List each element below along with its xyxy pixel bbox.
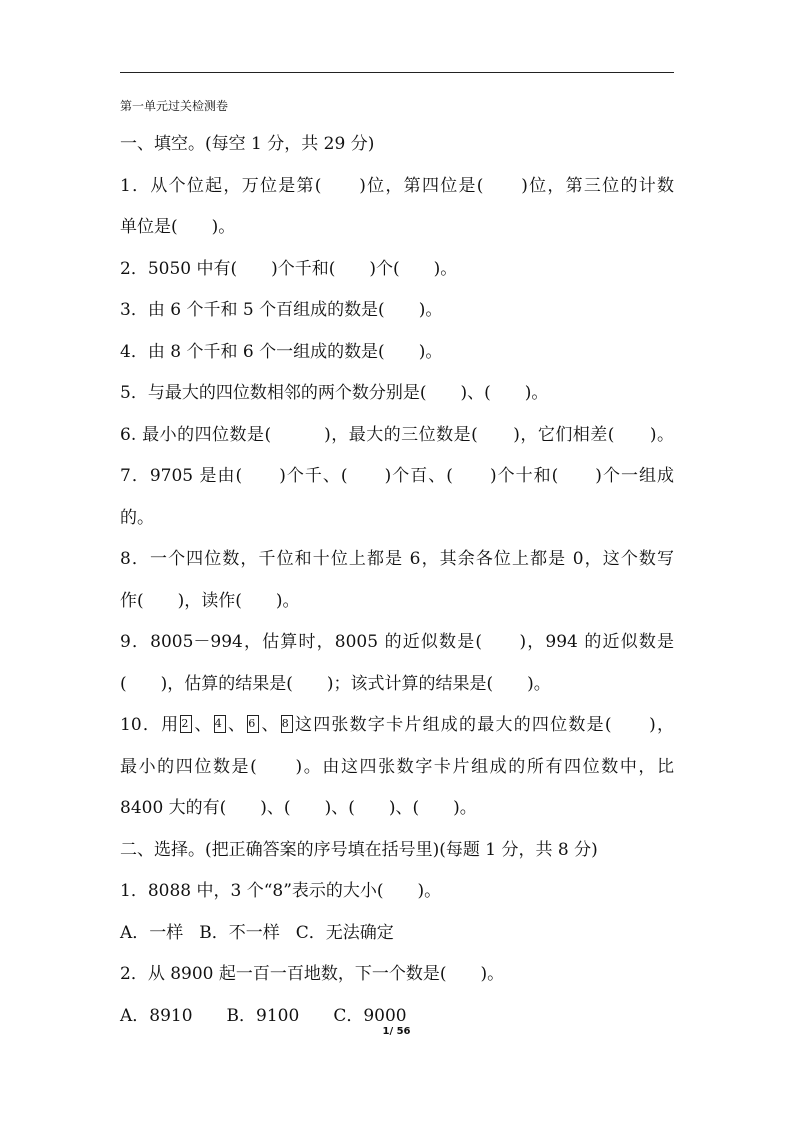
header-rule [120, 72, 674, 73]
question-8-line-1: 8．一个四位数，千位和十位上都是 6，其余各位上都是 0，这个数写 [120, 549, 674, 569]
question-10-prefix: 10．用 [120, 715, 180, 735]
question-10-line-3: 8400 大的有( )、( )、( )、( )。 [120, 798, 477, 818]
digit-card-4: 4 [214, 715, 226, 733]
question-8-line-2: 作( )，读作( )。 [120, 590, 300, 611]
card-separator: 、 [260, 715, 280, 735]
section1-heading: 一、填空。(每空 1 分，共 29 分) [120, 134, 375, 154]
question-10-suffix: 这四张数字卡片组成的最大的四位数是( )， [293, 715, 675, 735]
option-b: B．不一样 [199, 922, 280, 943]
option-b: B．9100 [226, 1005, 300, 1026]
digit-card-6: 6 [247, 715, 259, 733]
choice-question-2: 2．从 8900 起一百一百地数，下一个数是( )。 [120, 964, 505, 984]
question-7-line-1: 7．9705 是由( )个千、( )个百、( )个十和( )个一组成 [120, 466, 674, 486]
digit-card-8: 8 [281, 715, 293, 733]
question-5: 5．与最大的四位数相邻的两个数分别是( )、( )。 [120, 383, 549, 403]
option-c: C．无法确定 [295, 922, 394, 943]
document-body [120, 124, 674, 1037]
question-3: 3．由 6 个千和 5 个百组成的数是( )。 [120, 300, 443, 320]
card-separator: 、 [226, 715, 247, 735]
choice-question-1: 1．8088 中，3 个“8”表示的大小( )。 [120, 881, 442, 901]
option-a: A．一样 [120, 922, 184, 943]
section2-heading: 二、选择。(把正确答案的序号填在括号里)(每题 1 分，共 8 分) [120, 839, 598, 860]
question-1-line-1: 1．从个位起，万位是第( )位，第四位是( )位，第三位的计数 [120, 175, 674, 196]
question-1-line-2: 单位是( )。 [120, 217, 236, 237]
page-header-title: 第一单元过关检测卷 [120, 99, 229, 113]
choice-question-1-options [120, 913, 674, 955]
question-10-line-1 [120, 705, 674, 747]
page-number: 1/ 56 [382, 1026, 411, 1037]
question-4: 4．由 8 个千和 6 个一组成的数是( )。 [120, 341, 443, 362]
digit-card-2: 2 [180, 715, 192, 733]
option-c: C．9000 [333, 1005, 407, 1026]
option-a: A．8910 [120, 1005, 193, 1026]
question-9-line-1: 9．8005－994，估算时，8005 的近似数是( )，994 的近似数是 [120, 632, 674, 652]
question-2: 2．5050 中有( )个千和( )个( )。 [120, 258, 458, 279]
question-6: 6. 最小的四位数是( )，最大的三位数是( )，它们相差( )。 [120, 424, 674, 445]
question-10-line-2: 最小的四位数是( )。由这四张数字卡片组成的所有四位数中，比 [120, 756, 674, 777]
question-7-line-2: 的。 [120, 507, 154, 528]
card-separator: 、 [193, 715, 213, 735]
question-9-line-2: ( )，估算的结果是( )；该式计算的结果是( )。 [120, 673, 551, 694]
